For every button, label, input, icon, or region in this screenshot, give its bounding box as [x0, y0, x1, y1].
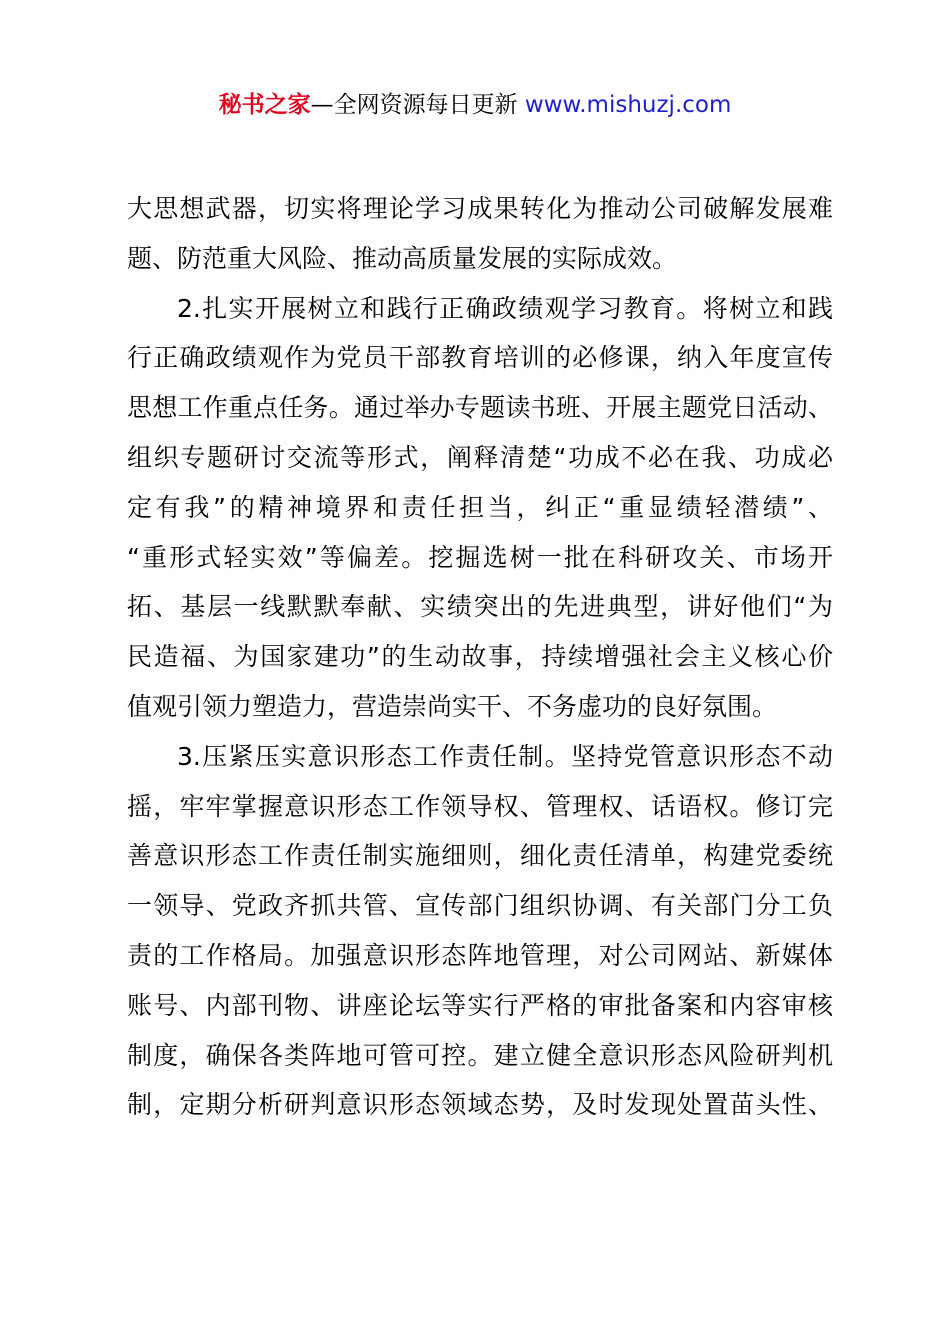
text-line: 制，定期分析研判意识形态领域态势，及时发现处置苗头性、: [127, 1090, 833, 1120]
text-line: 值观引领力塑造力，营造崇尚实干、不务虚功的良好氛围。: [127, 691, 778, 721]
document-body: [127, 184, 833, 1130]
page-header: [0, 89, 950, 121]
text-line: 思想工作重点任务。通过举办专题读书班、开展主题党日活动、: [127, 393, 833, 423]
brand-name: 秘书之家: [218, 92, 311, 118]
text-line: 定有我”的精神境界和责任担当，纠正“重显绩轻潜绩”、: [127, 492, 833, 522]
text-line: 责的工作格局。加强意识形态阵地管理，对公司网站、新媒体: [127, 940, 833, 970]
text-line: 2.扎实开展树立和践行正确政绩观学习教育。将树立和践: [177, 293, 833, 323]
site-url-link[interactable]: www.mishuzj.com: [524, 92, 732, 118]
text-line: 3.压紧压实意识形态工作责任制。坚持党管意识形态不动: [177, 741, 833, 771]
text-line: 行正确政绩观作为党员干部教育培训的必修课，纳入年度宣传: [127, 343, 833, 373]
text-line: 账号、内部刊物、讲座论坛等实行严格的审批备案和内容审核: [127, 990, 833, 1020]
header-tagline: —全网资源每日更新: [310, 92, 518, 118]
text-line: 摇，牢牢掌握意识形态工作领导权、管理权、话语权。修订完: [127, 791, 833, 821]
paragraph: [127, 284, 833, 732]
text-line: 大思想武器，切实将理论学习成果转化为推动公司破解发展难: [127, 194, 833, 223]
text-line: 民造福、为国家建功”的生动故事，持续增强社会主义核心价: [127, 642, 833, 672]
text-line: 制度，确保各类阵地可管可控。建立健全意识形态风险研判机: [127, 1040, 833, 1070]
text-line: 一领导、党政齐抓共管、宣传部门组织协调、有关部门分工负: [127, 891, 833, 921]
text-line: “重形式轻实效”等偏差。挖掘选树一批在科研攻关、市场开: [127, 542, 833, 572]
text-line: 拓、基层一线默默奉献、实绩突出的先进典型，讲好他们“为: [127, 592, 833, 622]
text-line: 题、防范重大风险、推动高质量发展的实际成效。: [127, 243, 678, 273]
paragraph: [127, 184, 833, 284]
paragraph: [127, 732, 833, 1130]
text-line: 组织专题研讨交流等形式，阐释清楚“功成不必在我、功成必: [127, 442, 833, 472]
text-line: 善意识形态工作责任制实施细则，细化责任清单，构建党委统: [127, 841, 833, 871]
